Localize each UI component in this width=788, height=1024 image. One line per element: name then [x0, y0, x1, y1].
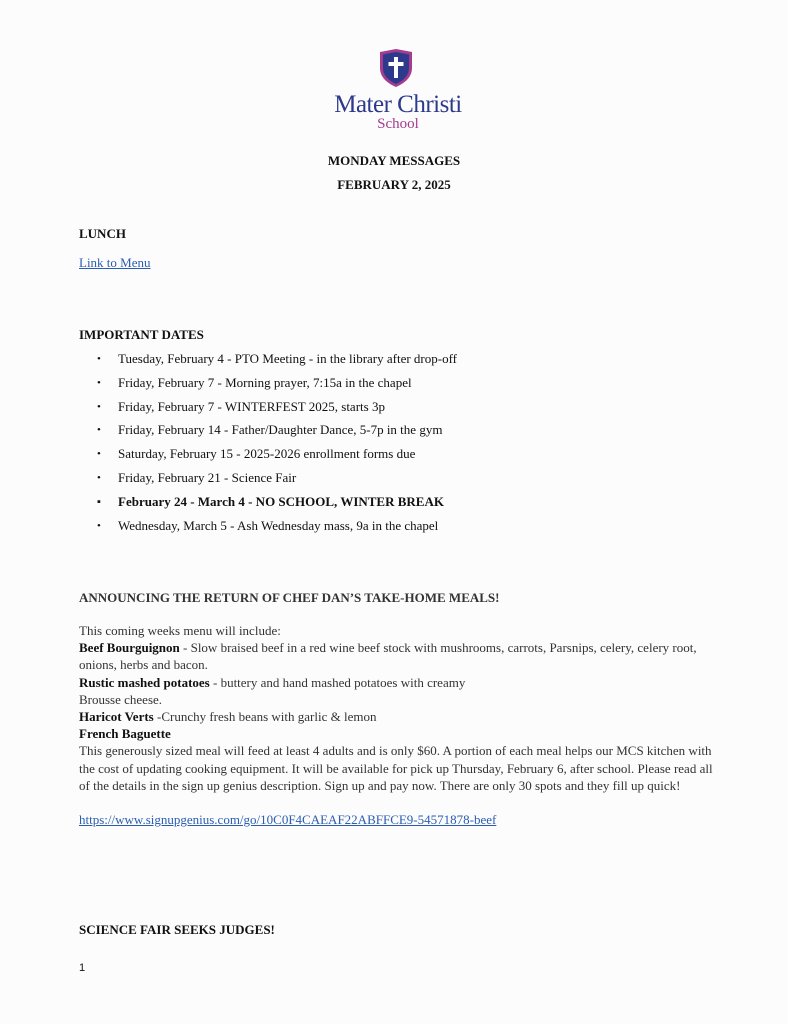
bullet-icon: • [97, 353, 101, 365]
school-logo [316, 48, 480, 132]
menu-item-name: Haricot Verts [79, 709, 154, 725]
date-item-text: February 24 - March 4 - NO SCHOOL, WINTER BREAK [118, 493, 444, 509]
menu-item-desc: -Crunchy fresh beans with garlic & lemon [153, 709, 377, 725]
important-dates-heading: IMPORTANT DATES [79, 327, 204, 342]
page-date: FEBRUARY 2, 2025 [337, 177, 451, 192]
logo-wordmark: Mater Christi [334, 91, 462, 118]
important-dates-list [79, 350, 699, 540]
date-item-text: Tuesday, February 4 - PTO Meeting - in the library after drop-off [118, 351, 458, 366]
menu-item-name: Beef Bourguignon [79, 640, 180, 656]
list-item [79, 517, 699, 541]
list-item [79, 469, 699, 493]
menu-item-3 [79, 708, 719, 725]
date-item-text: Saturday, February 15 - 2025-2026 enrollment forms due [118, 446, 416, 462]
menu-item-name: French Baguette [79, 726, 171, 742]
list-item [79, 445, 699, 469]
list-item [79, 350, 699, 374]
announcement-heading: ANNOUNCING THE RETURN OF CHEF DAN’S TAKE-HOME MEALS! [79, 590, 500, 605]
shield-cross-icon [378, 48, 414, 88]
signup-genius-link[interactable]: https://www.signupgenius.com/go/10C0F4CAEAF22ABFFCE9-54571878-beef [79, 812, 497, 828]
list-item [79, 398, 699, 422]
menu-item-desc: - Slow braised beef in a red wine beef stock with mushrooms, carrots, Parsnips, celery, celery root, onions, herbs and bacon. [79, 640, 697, 673]
menu-item-1 [79, 639, 719, 673]
lunch-link-row [79, 255, 151, 271]
date-item-text: Friday, February 14 - Father/Daughter Dance, 5-7p in the gym [118, 422, 443, 438]
list-item [79, 374, 699, 398]
bullet-icon: • [97, 376, 101, 389]
menu-item-4 [79, 725, 719, 742]
menu-item-2 [79, 674, 719, 691]
logo-subtitle: School [377, 116, 419, 132]
bullet-icon: • [97, 424, 101, 437]
menu-intro: This coming weeks menu will include: [79, 623, 281, 638]
announcement-body [79, 622, 719, 828]
date-item-text: Friday, February 7 - WINTERFEST 2025, starts 3p [118, 398, 385, 414]
signup-link-row [79, 811, 719, 828]
bullet-icon: • [97, 471, 101, 484]
date-item-text: Wednesday, March 5 - Ash Wednesday mass, 9a in the chapel [118, 517, 439, 533]
menu-item-2-cont: Brousse cheese. [79, 691, 163, 707]
menu-item-desc: - buttery and hand mashed potatoes with creamy [209, 674, 466, 690]
list-item [79, 421, 699, 445]
menu-link[interactable]: Link to Menu [79, 255, 151, 270]
date-item-text: Friday, February 21 - Science Fair [118, 469, 297, 485]
menu-item-name: Rustic mashed potatoes [79, 674, 210, 690]
page-number: 1 [79, 962, 86, 974]
announcement-paragraph: This generously sized meal will feed at least 4 adults and is only $60. A portion of each meal helps our MCS kitchen with the cost of updating cooking equipment. It will be available for pick up Thursday, February 6, after school. Please read all of the details in the sign up genius description. Sign up and pay now. There are only 30 spots and they fill up quick! [79, 743, 713, 793]
bullet-icon: • [97, 448, 101, 461]
date-item-text: Friday, February 7 - Morning prayer, 7:15a in the chapel [118, 374, 412, 390]
bullet-icon: • [97, 519, 101, 532]
list-item [79, 493, 699, 517]
lunch-heading: LUNCH [79, 226, 126, 241]
science-fair-heading: SCIENCE FAIR SEEKS JUDGES! [79, 922, 275, 937]
bullet-icon: • [97, 400, 101, 413]
page-title: MONDAY MESSAGES [327, 153, 461, 168]
bullet-icon: ▪ [97, 495, 101, 508]
